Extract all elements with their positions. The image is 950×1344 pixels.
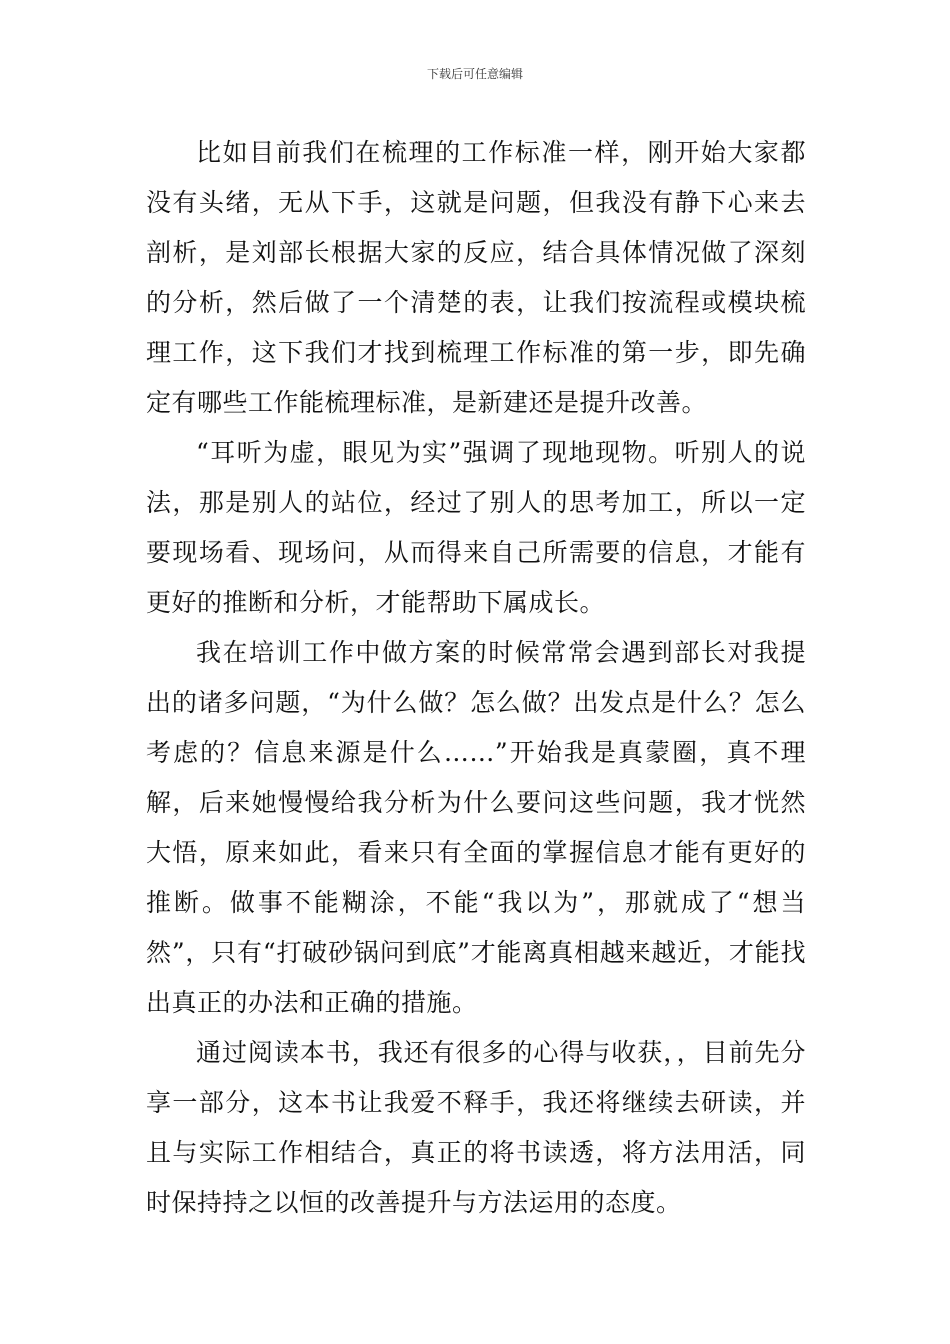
paragraph-2: “耳听为虚，眼见为实”强调了现地现物。听别人的说法，那是别人的站位，经过了别人的思考加工，所以一定要现场看、现场问，从而得来自己所需要的信息，才能有更好的推断和分析，才能帮助下属成长。 (146, 438, 806, 617)
paragraph-1: 比如目前我们在梳理的工作标准一样，刚开始大家都没有头绪，无从下手，这就是问题，但我没有静下心来去剖析，是刘部长根据大家的反应，结合具体情况做了深刻的分析，然后做了一个清楚的表，让我们按流程或模块梳理工作，这下我们才找到梳理工作标准的第一步，即先确定有哪些工作能梳理标准，是新建还是提升改善。 (146, 138, 806, 417)
paragraph-3: 我在培训工作中做方案的时候常常会遇到部长对我提出的诸多问题，“为什么做？怎么做？出发点是什么？怎么考虑的？信息来源是什么……”开始我是真蒙圈，真不理解，后来她慢慢给我分析为什么要问这些问题，我才恍然大悟，原来如此，看来只有全面的掌握信息才能有更好的推断。做事不能糊涂，不能“我以为”，那就成了“想当然”，只有“打破砂锅问到底”才能离真相越来越近，才能找出真正的办法和正确的措施。 (146, 638, 806, 1017)
document-body (146, 128, 806, 1228)
page-header: 下载后可任意编辑 (426, 67, 523, 81)
paragraph-4: 通过阅读本书，我还有很多的心得与收获，，目前先分享一部分，这本书让我爱不释手，我还将继续去研读，并且与实际工作相结合，真正的将书读透，将方法用活，同时保持持之以恒的改善提升与方法运用的态度。 (146, 1038, 806, 1217)
